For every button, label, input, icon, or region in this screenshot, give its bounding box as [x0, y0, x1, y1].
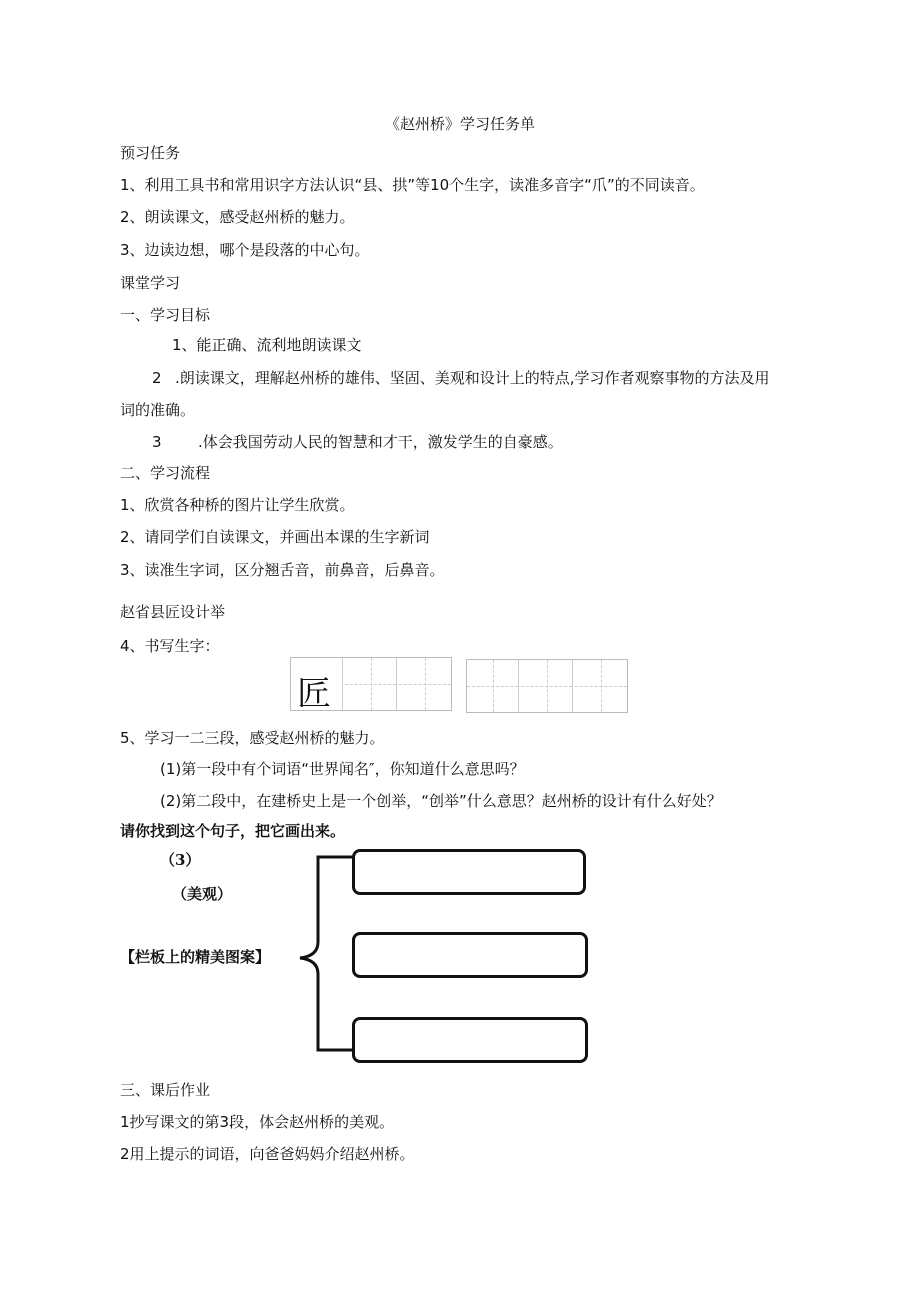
question-2-continued: 请你找到这个句子，把它画出来。	[120, 822, 346, 840]
answer-box-1[interactable]	[352, 849, 586, 895]
homework-item-1: 1抄写课文的第3段，体会赵州桥的美观。	[120, 1113, 395, 1131]
preview-item-1: 1、利用工具书和常用识字方法认识“县、拱”等10个生字，读准多音字“爪”的不同读音。	[120, 176, 705, 194]
process-heading: 二、学习流程	[120, 464, 211, 482]
new-characters: 赵省县匠设计举	[120, 603, 226, 621]
diagram-number: （3）	[160, 851, 201, 869]
diagram-label: 【栏板上的精美图案】	[120, 948, 271, 966]
question-2: (2)第二段中，在建桥史上是一个创举，“创举”什么意思？赵州桥的设计有什么好处？	[160, 792, 722, 810]
answer-box-2[interactable]	[352, 932, 588, 978]
preview-item-2: 2、朗读课文，感受赵州桥的魅力。	[120, 208, 355, 226]
diagram-subtitle: （美观）	[172, 885, 233, 903]
goal-2-continued: 词的准确。	[120, 401, 196, 419]
goal-3-number: 3	[152, 433, 162, 451]
goal-2-number: 2	[152, 369, 162, 387]
step-5: 5、学习一二三段，感受赵州桥的魅力。	[120, 729, 385, 747]
write-characters-label: 4、书写生字：	[120, 637, 220, 655]
process-item-1: 1、欣赏各种桥的图片让学生欣赏。	[120, 496, 355, 514]
process-item-2: 2、请同学们自读课文，并画出本课的生字新词	[120, 528, 430, 546]
preview-item-3: 3、边读边想，哪个是段落的中心句。	[120, 241, 370, 259]
goal-1: 1、能正确、流利地朗读课文	[172, 336, 362, 354]
goal-2-text: .朗读课文，理解赵州桥的雄伟、坚固、美观和设计上的特点,学习作者观察事物的方法及用	[175, 369, 770, 387]
goal-3-text: .体会我国劳动人民的智慧和才干，激发学生的自豪感。	[198, 433, 563, 451]
answer-box-3[interactable]	[352, 1017, 588, 1063]
classroom-heading: 课堂学习	[120, 274, 181, 292]
sample-character: 匠	[297, 674, 331, 714]
goals-heading: 一、学习目标	[120, 306, 211, 324]
homework-item-2: 2用上提示的词语，向爸爸妈妈介绍赵州桥。	[120, 1145, 415, 1163]
process-item-3: 3、读准生字词，区分翘舌音，前鼻音，后鼻音。	[120, 561, 445, 579]
question-1: (1)第一段中有个词语“世界闻名″，你知道什么意思吗？	[160, 760, 525, 778]
page-title: 《赵州桥》学习任务单	[384, 115, 535, 133]
homework-heading: 三、课后作业	[120, 1081, 211, 1099]
preview-heading: 预习任务	[120, 144, 181, 162]
